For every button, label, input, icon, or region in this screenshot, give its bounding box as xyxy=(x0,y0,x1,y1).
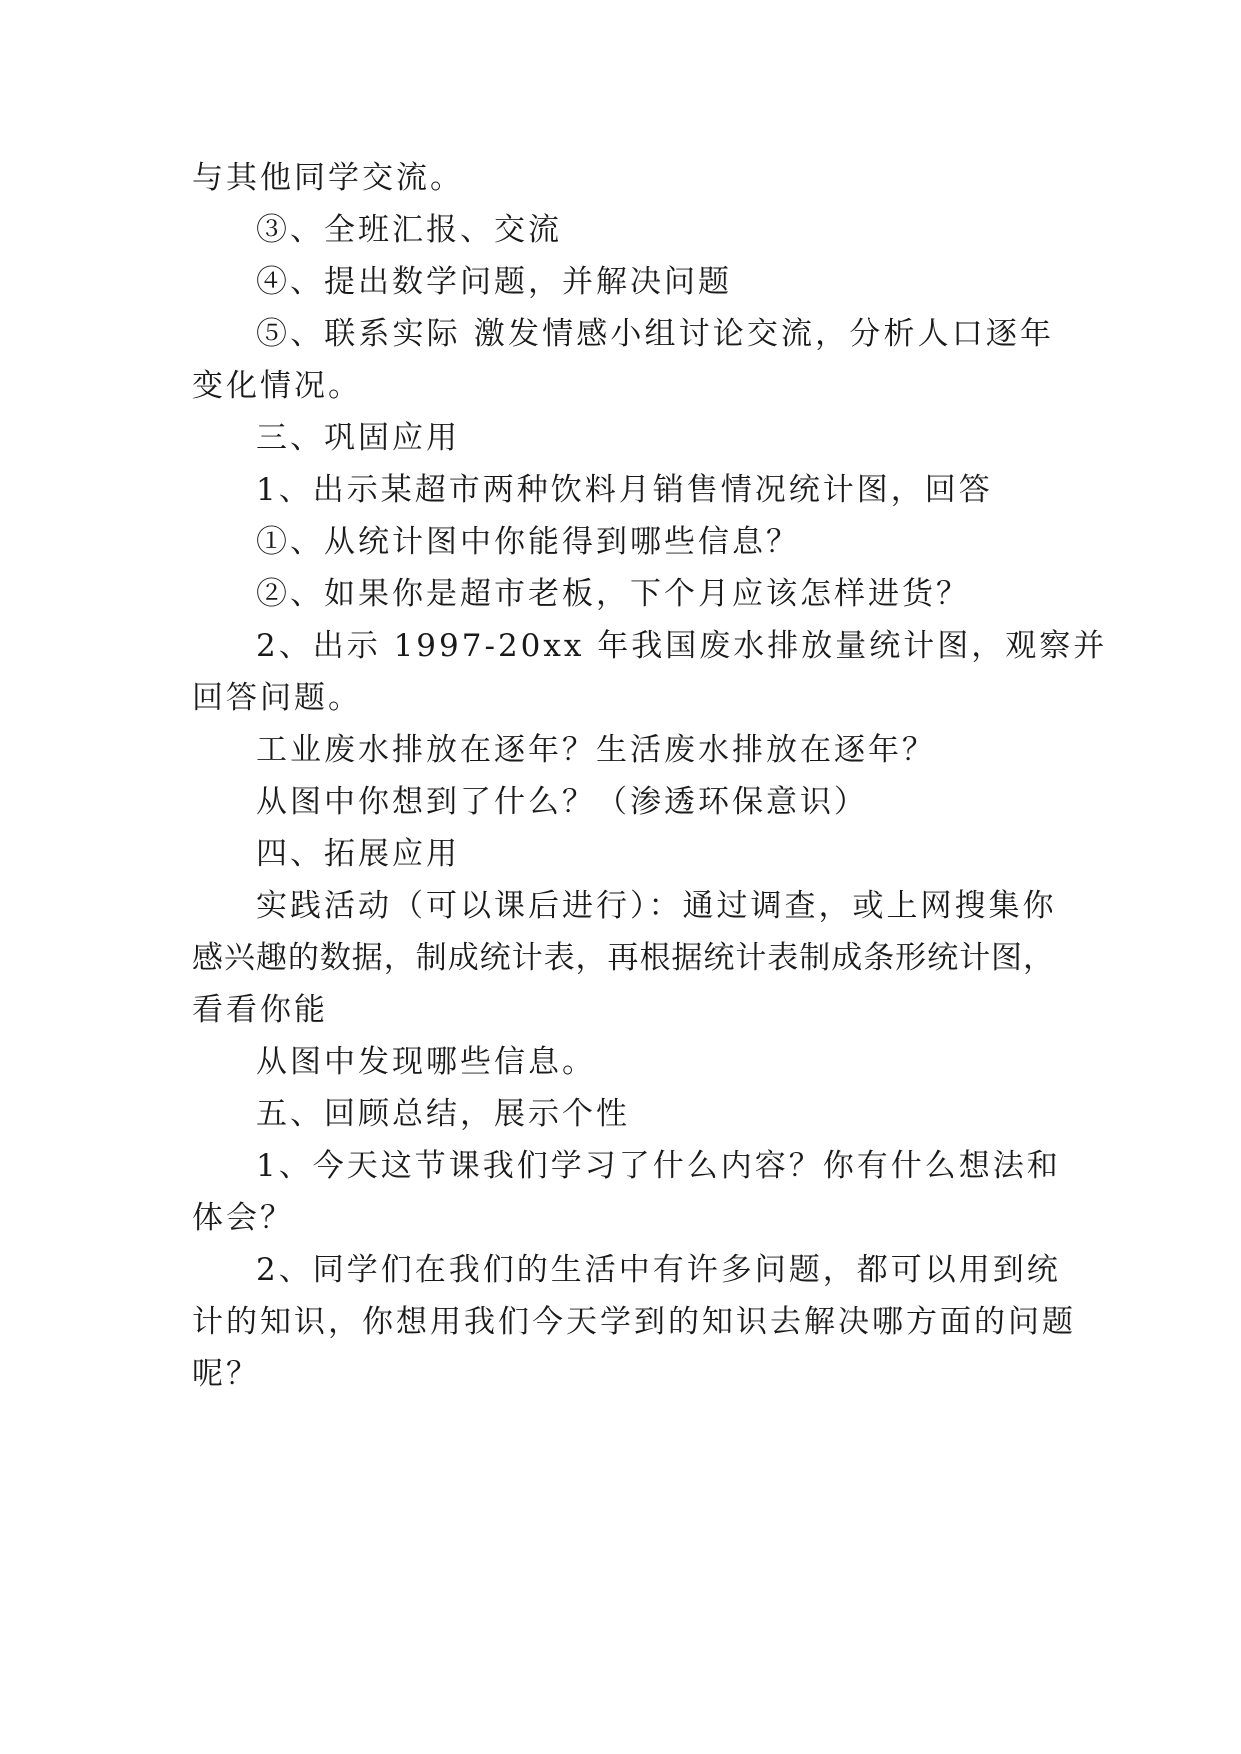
text-line: ③、全班汇报、交流 xyxy=(256,212,562,248)
text-line: 回答问题。 xyxy=(192,680,362,716)
text-line: 实践活动（可以课后进行）：通过调查，或上网搜集你 xyxy=(256,888,1057,924)
text-line: 工业废水排放在逐年？生活废水排放在逐年？ xyxy=(256,732,936,768)
text-line: 2、同学们在我们的生活中有许多问题，都可以用到统 xyxy=(256,1252,1061,1288)
section-heading: 四、拓展应用 xyxy=(256,836,460,872)
text-line: 从图中发现哪些信息。 xyxy=(256,1044,596,1080)
text-line: ⑤、联系实际 激发情感小组讨论交流，分析人口逐年 xyxy=(256,316,1054,352)
text-line: 与其他同学交流。 xyxy=(192,160,464,196)
text-line: ②、如果你是超市老板，下个月应该怎样进货？ xyxy=(256,576,970,612)
text-line: 从图中你想到了什么？（渗透环保意识） xyxy=(256,784,868,820)
text-line: 1、今天这节课我们学习了什么内容？你有什么想法和 xyxy=(256,1148,1061,1184)
text-line: 2、出示 1997-20xx 年我国废水排放量统计图，观察并 xyxy=(256,628,1108,664)
text-line: ①、从统计图中你能得到哪些信息？ xyxy=(256,524,800,560)
text-line: ④、提出数学问题，并解决问题 xyxy=(256,264,732,300)
text-line: 体会？ xyxy=(192,1200,294,1236)
section-heading: 三、巩固应用 xyxy=(256,420,460,456)
section-heading: 五、回顾总结，展示个性 xyxy=(256,1096,630,1132)
text-line: 感兴趣的数据，制成统计表，再根据统计表制成条形统计图， xyxy=(192,940,1054,976)
text-line: 计的知识，你想用我们今天学到的知识去解决哪方面的问题 xyxy=(192,1304,1076,1340)
text-line: 呢？ xyxy=(192,1356,260,1392)
text-line: 看看你能 xyxy=(192,992,328,1028)
text-line: 1、出示某超市两种饮料月销售情况统计图，回答 xyxy=(256,472,993,508)
text-line: 变化情况。 xyxy=(192,368,362,404)
